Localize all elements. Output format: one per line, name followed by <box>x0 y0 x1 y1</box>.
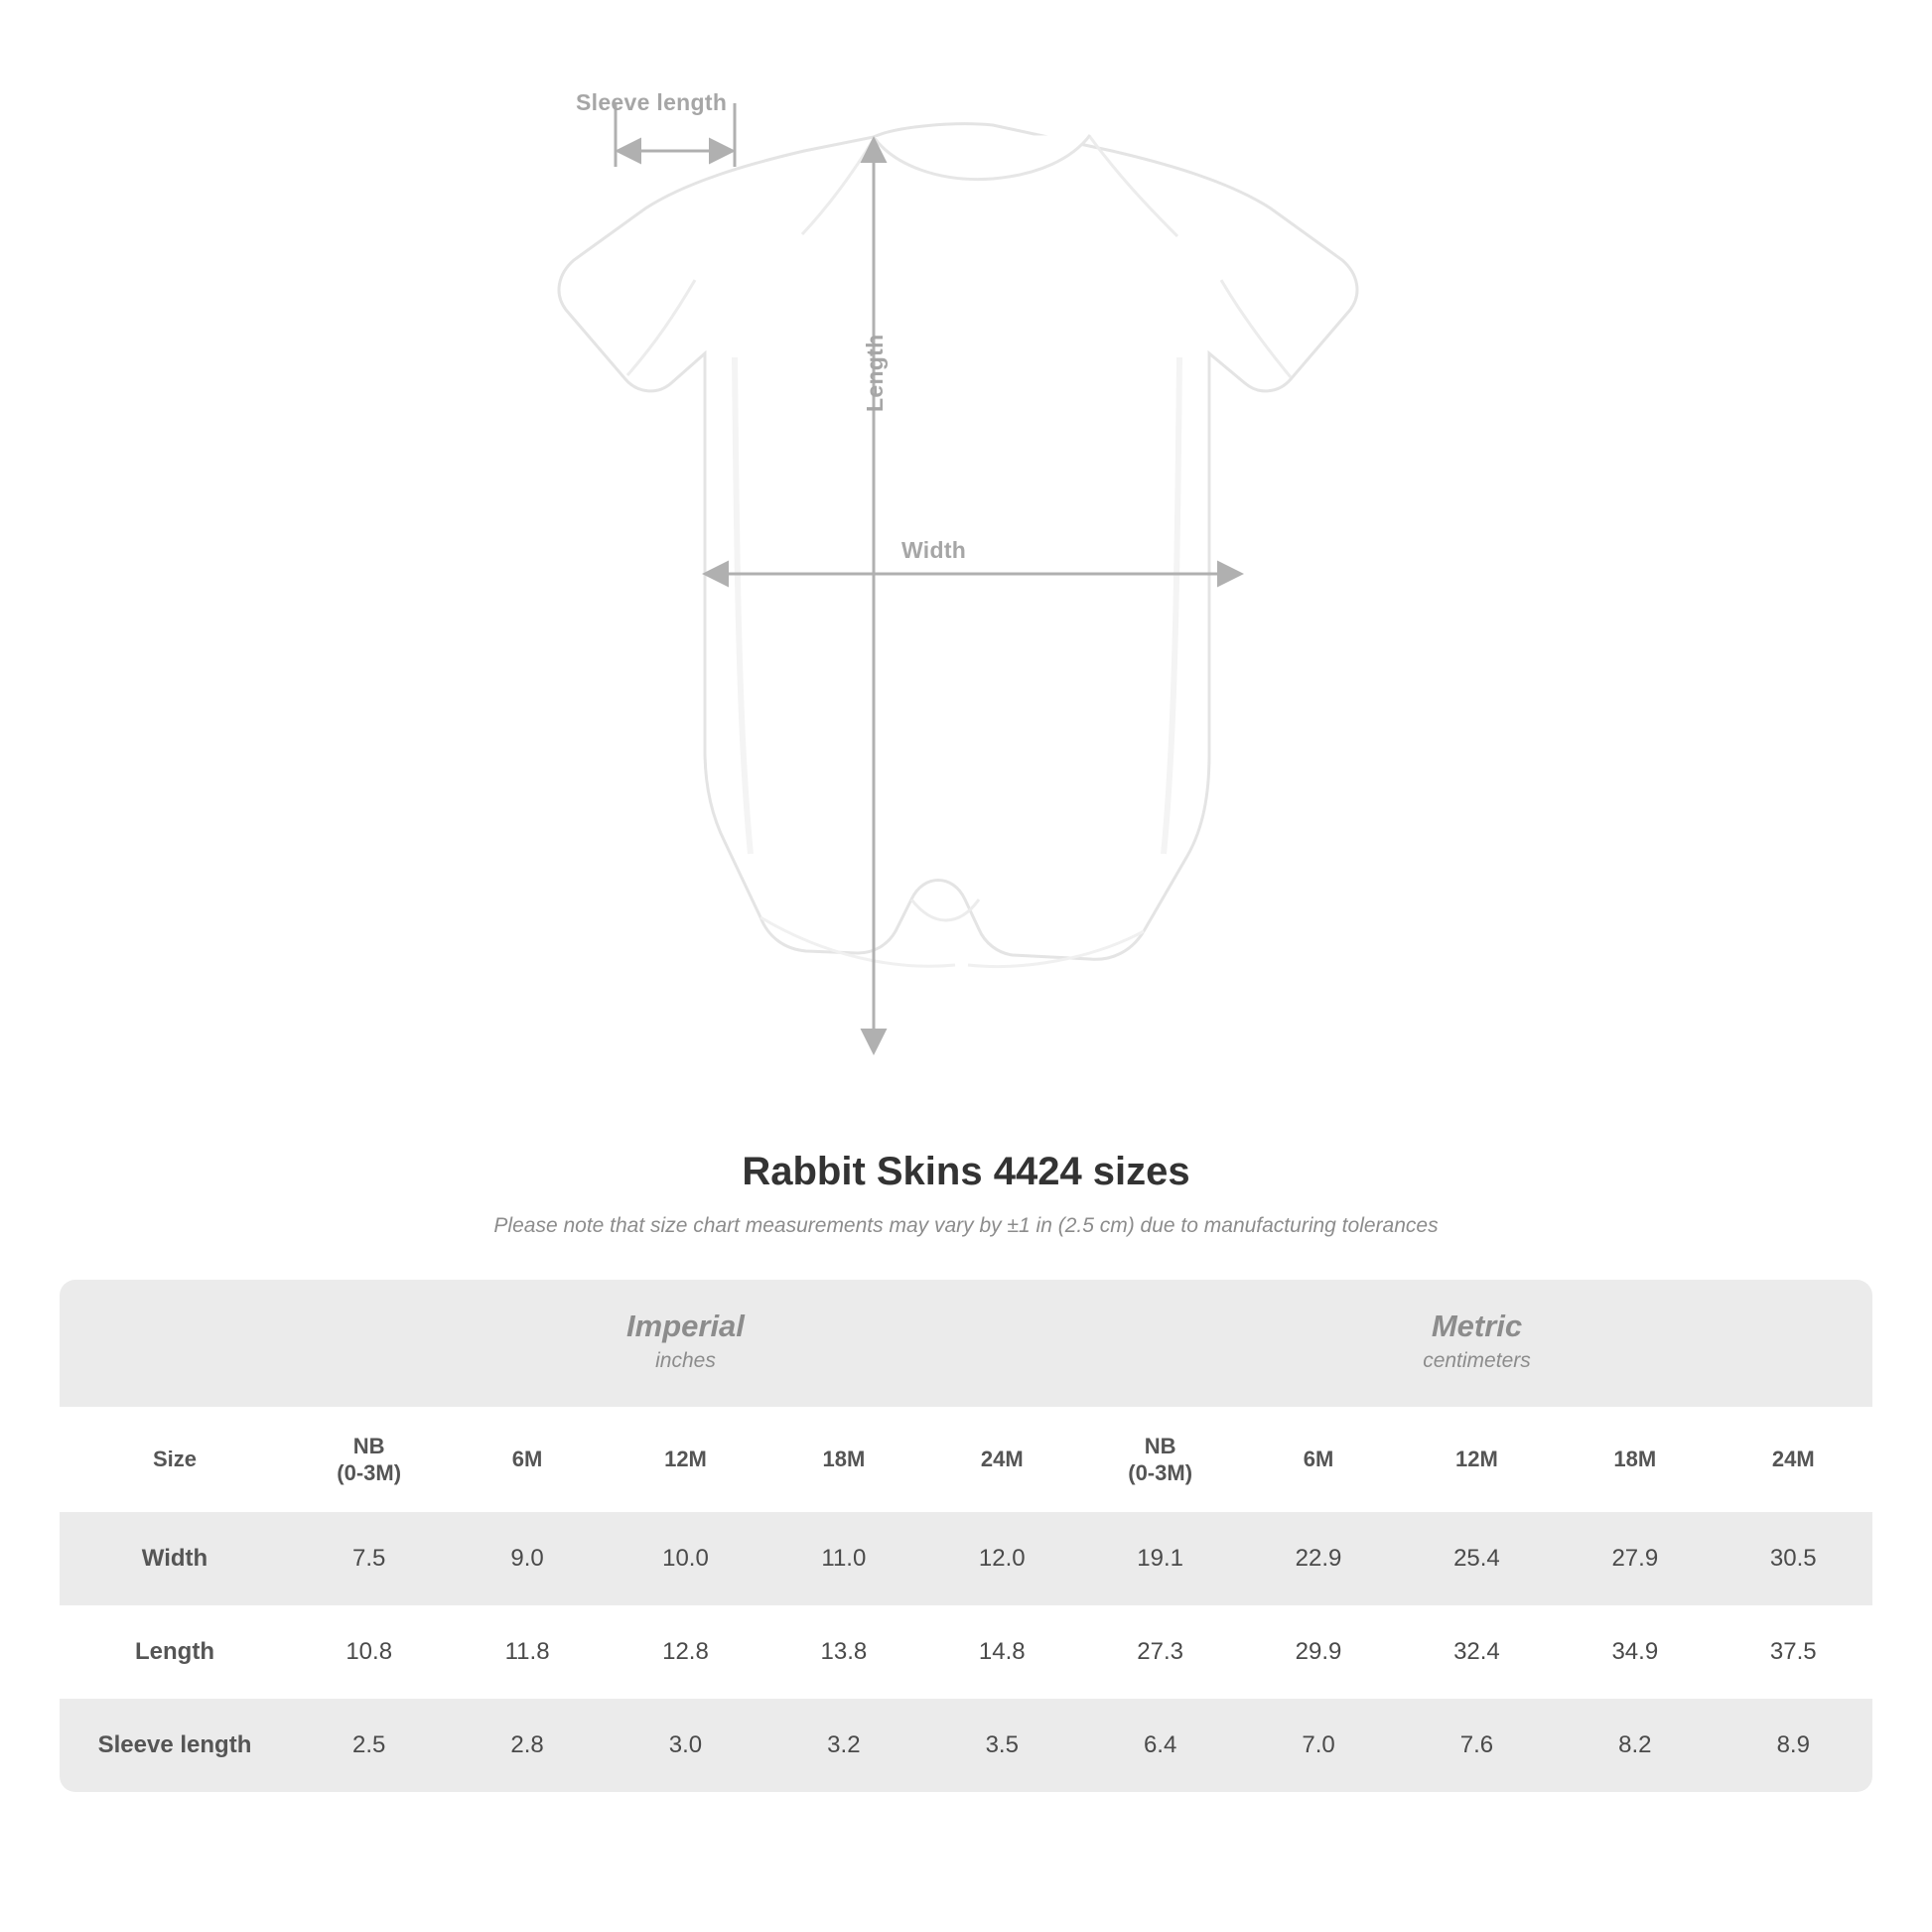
cell: 34.9 <box>1556 1605 1714 1699</box>
header-imperial-6m <box>448 1407 606 1512</box>
cell: 8.9 <box>1715 1699 1872 1792</box>
header-cell-text: 18M <box>1613 1447 1657 1472</box>
size-header-label: Size <box>60 1407 290 1512</box>
cell: 2.8 <box>448 1699 606 1792</box>
cell: 14.8 <box>923 1605 1081 1699</box>
row-label: Length <box>60 1605 290 1699</box>
row-label: Sleeve length <box>60 1699 290 1792</box>
sleeve-length-label: Sleeve length <box>576 89 728 115</box>
cell: 29.9 <box>1239 1605 1397 1699</box>
metric-group-sub: centimeters <box>1423 1349 1531 1373</box>
table-row <box>60 1699 1872 1792</box>
header-cell-text: 24M <box>980 1447 1024 1472</box>
cell: 25.4 <box>1398 1512 1556 1605</box>
header-metric-6m <box>1239 1407 1397 1512</box>
cell: 32.4 <box>1398 1605 1556 1699</box>
cell: 10.8 <box>290 1605 448 1699</box>
header-cell-text: NB (0-3M) <box>337 1433 402 1485</box>
cell: 3.2 <box>764 1699 922 1792</box>
header-cell-text: 12M <box>1455 1447 1498 1472</box>
width-label: Width <box>901 537 967 563</box>
header-cell-text: NB (0-3M) <box>1128 1433 1193 1485</box>
cell: 2.5 <box>290 1699 448 1792</box>
cell: 7.5 <box>290 1512 448 1605</box>
cell: 22.9 <box>1239 1512 1397 1605</box>
cell: 10.0 <box>607 1512 764 1605</box>
cell: 6.4 <box>1081 1699 1239 1792</box>
header-cell-text: 24M <box>1771 1447 1815 1472</box>
header-cell-text: 6M <box>511 1447 543 1472</box>
cell: 37.5 <box>1715 1605 1872 1699</box>
header-imperial-24m <box>923 1407 1081 1512</box>
page-title: Rabbit Skins 4424 sizes <box>742 1150 1190 1193</box>
cell: 12.0 <box>923 1512 1081 1605</box>
tolerance-note: Please note that size chart measurements may vary by ±1 in (2.5 cm) due to manufacturing tolerances <box>493 1214 1439 1237</box>
unit-header-row <box>60 1280 1872 1407</box>
imperial-group-sub: inches <box>655 1349 716 1373</box>
header-metric-12m <box>1398 1407 1556 1512</box>
cell: 3.5 <box>923 1699 1081 1792</box>
cell: 27.9 <box>1556 1512 1714 1605</box>
cell: 9.0 <box>448 1512 606 1605</box>
unit-corner-cell <box>60 1280 290 1407</box>
cell: 3.0 <box>607 1699 764 1792</box>
cell: 7.6 <box>1398 1699 1556 1792</box>
header-cell-text: 12M <box>664 1447 707 1472</box>
size-table-wrapper <box>60 1280 1872 1792</box>
header-imperial-18m <box>764 1407 922 1512</box>
header-cell-text: 18M <box>822 1447 866 1472</box>
table-row <box>60 1605 1872 1699</box>
table-row <box>60 1512 1872 1605</box>
header-metric-18m <box>1556 1407 1714 1512</box>
metric-group-name: Metric <box>1431 1309 1523 1344</box>
size-header-row <box>60 1407 1872 1512</box>
cell: 11.8 <box>448 1605 606 1699</box>
metric-group-cell <box>1081 1280 1872 1407</box>
cell: 30.5 <box>1715 1512 1872 1605</box>
header-metric-nb <box>1081 1407 1239 1512</box>
header-cell-text: 6M <box>1303 1447 1334 1472</box>
title-block <box>0 1150 1932 1238</box>
row-label: Width <box>60 1512 290 1605</box>
length-label: Length <box>862 334 888 412</box>
header-metric-24m <box>1715 1407 1872 1512</box>
size-table <box>60 1280 1872 1792</box>
cell: 12.8 <box>607 1605 764 1699</box>
cell: 19.1 <box>1081 1512 1239 1605</box>
imperial-group-cell <box>290 1280 1081 1407</box>
cell: 7.0 <box>1239 1699 1397 1792</box>
cell: 27.3 <box>1081 1605 1239 1699</box>
cell: 13.8 <box>764 1605 922 1699</box>
cell: 8.2 <box>1556 1699 1714 1792</box>
cell: 11.0 <box>764 1512 922 1605</box>
header-imperial-12m <box>607 1407 764 1512</box>
header-imperial-nb <box>290 1407 448 1512</box>
imperial-group-name: Imperial <box>626 1309 745 1344</box>
